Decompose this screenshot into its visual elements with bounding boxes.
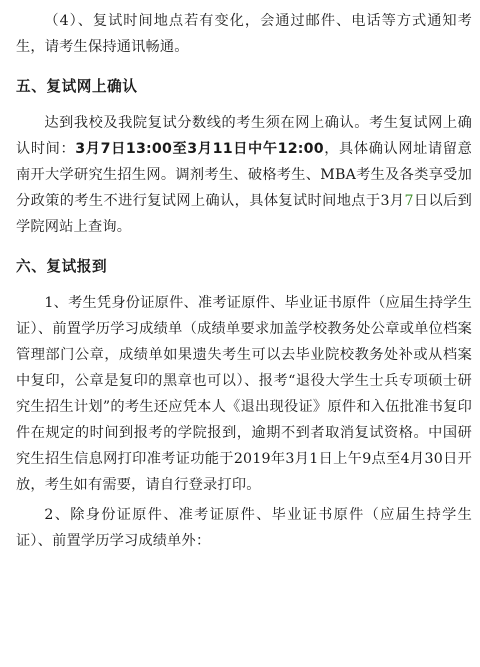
- confirmation-time: 3月7日13:00至3月11日中午12:00: [75, 141, 324, 157]
- section6-item2-paragraph: 2、除身份证原件、准考证原件、毕业证书原件（应届生持学生证）、前置学历学习成绩单外：: [16, 507, 472, 549]
- highlighted-date-number: 7: [404, 193, 414, 209]
- section4-item4-paragraph: （4）、复试时间地点若有变化，会通过邮件、电话等方式通知考生，请考生保持通讯畅通。: [16, 13, 472, 55]
- section5-heading: 五、复试网上确认: [16, 78, 138, 95]
- section5-text-end: 日以后到学院网站上查询。: [16, 193, 472, 235]
- section5-paragraph: [16, 110, 472, 240]
- section6-heading: 六、复试报到: [16, 258, 108, 275]
- section5-text-post: ，具体确认网址请留意南开大学研究生招生网。调剂考生、破格考生、MBA考生及各类享受加分政策的考生不进行复试网上确认，具体复试时间地点于3月: [16, 141, 472, 209]
- section5-text-pre: 达到我校及我院复试分数线的考生须在网上确认。考生复试网上确认时间：: [16, 115, 472, 157]
- section6-item1-paragraph: 1、考生凭身份证原件、准考证原件、毕业证书原件（应届生持学生证）、前置学历学习成绩单（成绩单要求加盖学校教务处公章或单位档案管理部门公章，成绩单如果遗失考生可以去毕业院校教务处补或从档案中复印，公章是复印的黑章也可以）、报考“退役大学生士兵专项硕士研究生招生计划”的考生还应凭本人《退出现役证》原件和入伍批准书复印件在规定的时间到报考的学院报到，逾期不到者取消复试资格。中国研究生招生信息网打印准考证功能于2019年3月1日上午9点至4月30日开放，考生如有需要，请自行登录打印。: [16, 295, 472, 493]
